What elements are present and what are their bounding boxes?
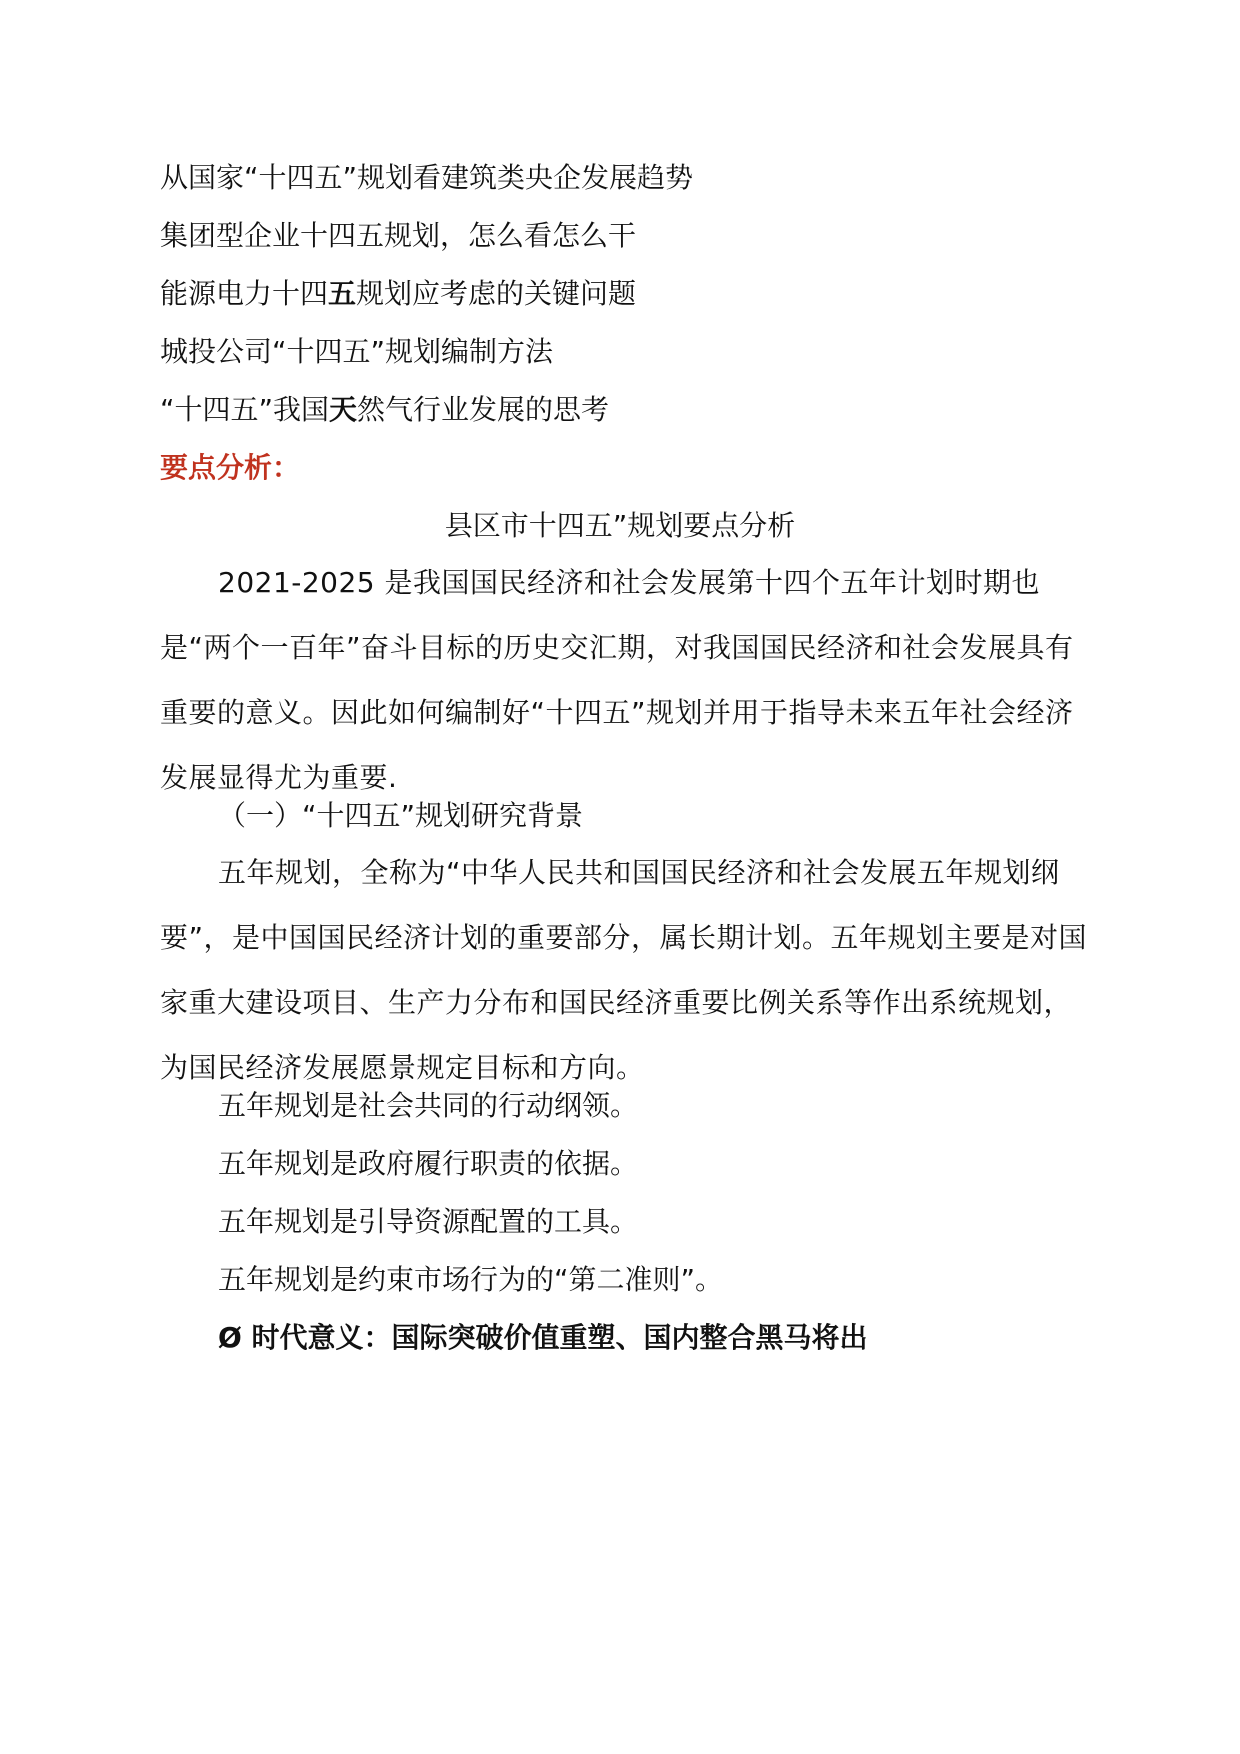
definition-paragraph: 五年规划，全称为“中华人民共和国国民经济和社会发展五年规划纲要”，是中国国民经济计划的重要部分，属长期计划。五年规划主要是对国家重大建设项目、生产力分布和国民经济重要比例关系等作出系统规划，为国民经济发展愿景规定目标和方向。: [160, 856, 1088, 1084]
statement-1: 五年规划是社会共同的行动纲领。: [218, 1089, 639, 1122]
era-significance: Ø 时代意义：国际突破价值重塑、国内整合黑马将出: [218, 1321, 868, 1354]
statement-3: 五年规划是引导资源配置的工具。: [218, 1205, 639, 1238]
related-article-4[interactable]: 城投公司“十四五”规划编制方法: [160, 335, 554, 368]
subsection-heading: （一）“十四五”规划研究背景: [218, 799, 584, 832]
section-heading: 要点分析：: [160, 451, 301, 484]
article-title: 县区市十四五”规划要点分析: [444, 509, 796, 542]
related-article-3[interactable]: 能源电力十四五规划应考虑的关键问题: [160, 277, 637, 310]
related-article-2[interactable]: 集团型企业十四五规划，怎么看怎么干: [160, 219, 637, 252]
related-article-5[interactable]: “十四五”我国天然气行业发展的思考: [160, 393, 610, 426]
intro-paragraph: 2021-2025 是我国国民经济和社会发展第十四个五年计划时期也是“两个一百年”奋斗目标的历史交汇期，对我国国民经济和社会发展具有重要的意义。因此如何编制好“十四五”规划并用于指导未来五年社会经济发展显得尤为重要.: [160, 566, 1074, 794]
statement-4: 五年规划是约束市场行为的“第二准则”。: [218, 1263, 724, 1296]
related-article-1[interactable]: 从国家“十四五”规划看建筑类央企发展趋势: [160, 161, 694, 194]
statement-2: 五年规划是政府履行职责的依据。: [218, 1147, 639, 1180]
